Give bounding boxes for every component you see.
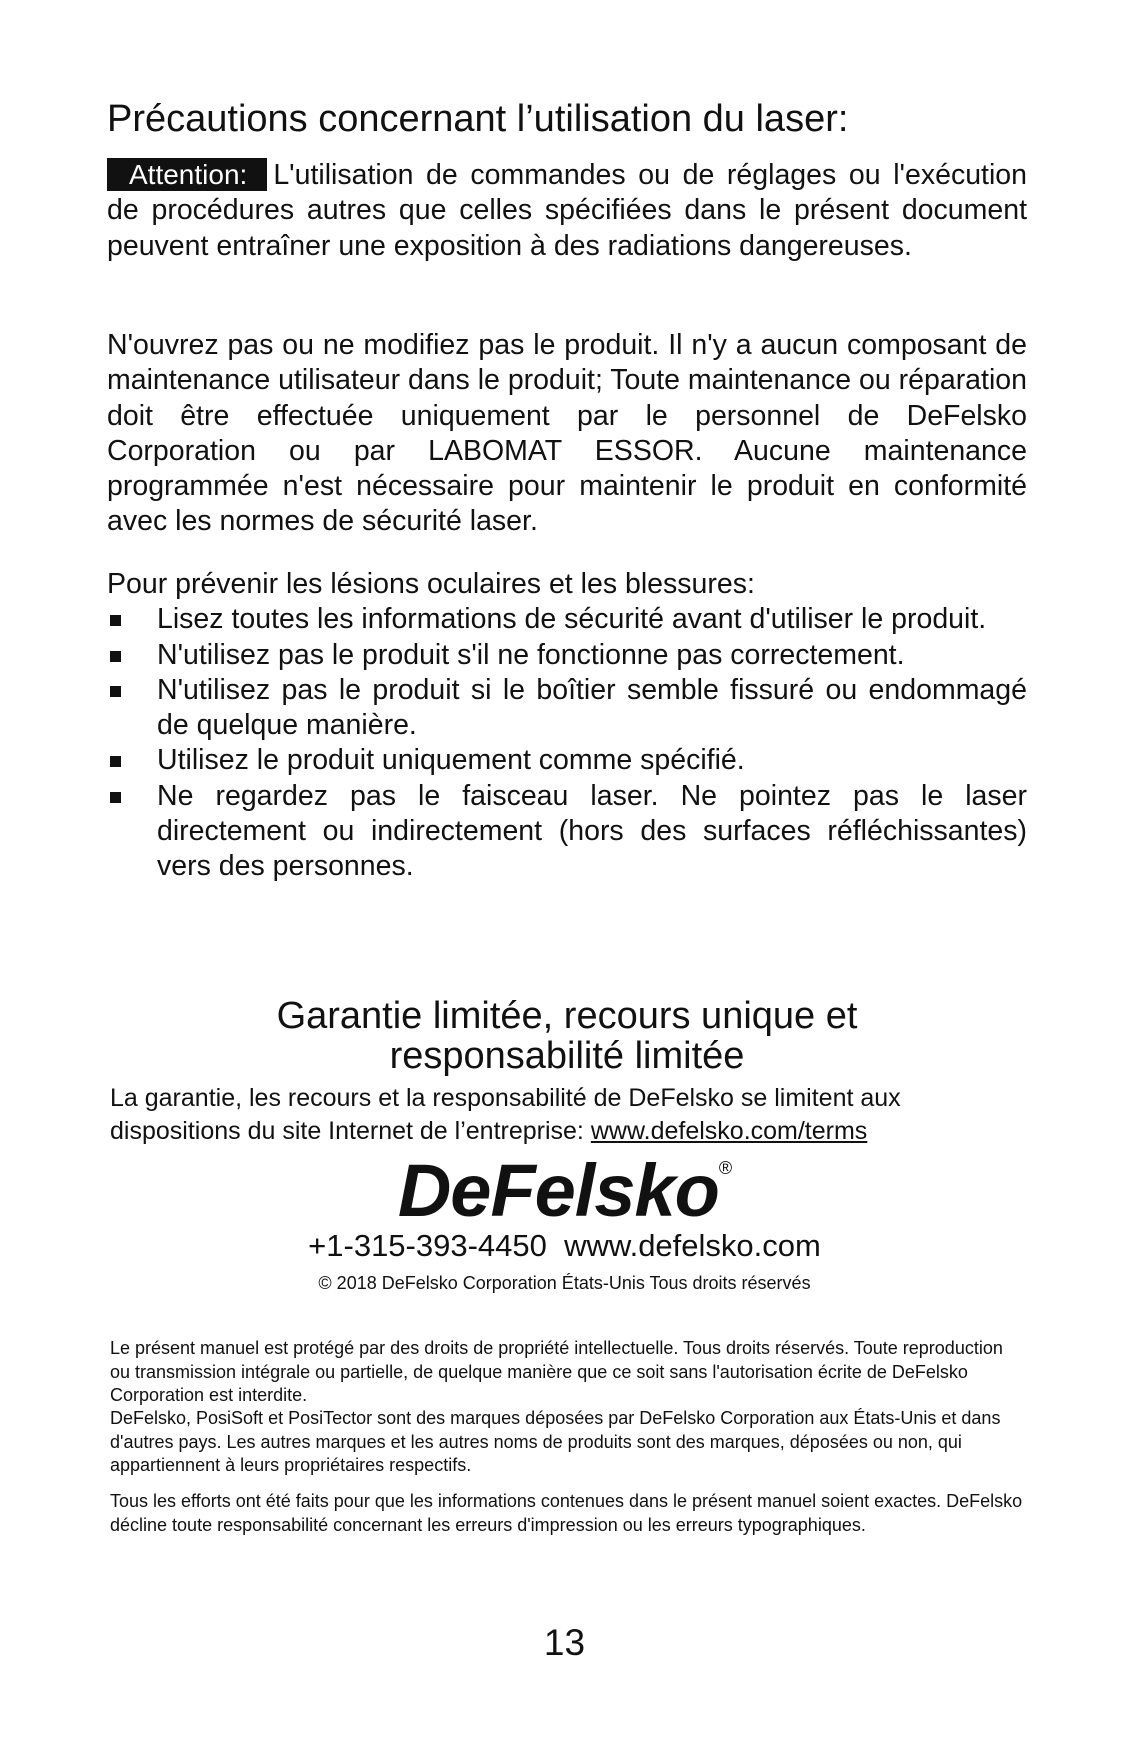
legal-trademark-notice: DeFelsko, PosiSoft et PosiTector sont des marques déposées par DeFelsko Corporation aux États-Unis et dans d'autres pays. Les autres marques et les autres noms de produits sont des marques, déposées ou non, qui appartiennent à leurs propriétaires respectifs. [110,1408,1001,1476]
injury-prevention-section [107,567,1027,885]
laser-precautions-title: Précautions concernant l’utilisation du laser: [107,98,849,140]
page-number: 13 [543,1622,586,1663]
website: www.defelsko.com [564,1228,821,1263]
list-item: Utilisez le produit uniquement comme spécifié. [107,743,1027,778]
legal-disclaimer: Tous les efforts ont été faits pour que les informations contenues dans le présent manuel soient exactes. DeFelsko décline toute responsabilité concernant les erreurs d'impression ou les erreurs typographiques. [110,1491,1023,1535]
attention-text: L'utilisation de commandes ou de réglages ou l'exécution de procédures autres que celles spécifiées dans le présent document peuvent entraîner une exposition à des radiations dangereuses. [107,159,1027,262]
list-item: N'utilisez pas le produit s'il ne fonctionne pas correctement. [107,638,1027,673]
warranty-title [107,996,1027,1076]
maintenance-paragraph: N'ouvrez pas ou ne modifiez pas le produit. Il n'y a aucun composant de maintenance utilisateur dans le produit; Toute maintenance ou réparation doit être effectuée uniquement par le personnel de DeFelsko Corporation ou par LABOMAT ESSOR. Aucune maintenance programmée n'est nécessaire pour maintenir le produit en conformité avec les normes de sécurité laser. [107,329,1027,538]
defelsko-logo [0,1148,1129,1233]
phone-number: +1-315-393-4450 [308,1228,547,1263]
legal-copyright-notice: Le présent manuel est protégé par des droits de propriété intellectuelle. Tous droits réservés. Toute reproduction ou transmission intégrale ou partielle, de quelque manière que ce soit sans l'autorisation écrite de DeFelsko Corporation est interdite. [110,1338,1003,1406]
warranty-text [110,1082,1030,1148]
safety-bullet-list [107,602,1027,884]
list-item: N'utilisez pas le produit si le boîtier semble fissuré ou endommagé de quelque manière. [107,673,1027,744]
contact-line [0,1228,1129,1264]
list-item: Ne regardez pas le faisceau laser. Ne pointez pas le laser directement ou indirectement (hors des surfaces réfléchissantes) vers des personnes. [107,779,1027,885]
warranty-body: La garantie, les recours et la responsabilité de DeFelsko se limitent aux dispositions du site Internet de l’entreprise: [110,1084,901,1145]
warranty-title-line2: responsabilité limitée [389,1035,745,1077]
injury-prevention-intro: Pour prévenir les lésions oculaires et les blessures: [107,568,755,600]
warranty-title-line1: Garantie limitée, recours unique et [276,995,858,1037]
list-item: Lisez toutes les informations de sécurité avant d'utiliser le produit. [107,602,1027,637]
attention-label: Attention: [107,158,267,191]
terms-link[interactable]: www.defelsko.com/terms [590,1117,868,1145]
copyright: © 2018 DeFelsko Corporation États-Unis Tous droits réservés [318,1273,811,1293]
logo-text: DeFelsko [397,1149,719,1232]
registered-mark: ® [718,1158,732,1178]
attention-paragraph [107,158,1027,264]
